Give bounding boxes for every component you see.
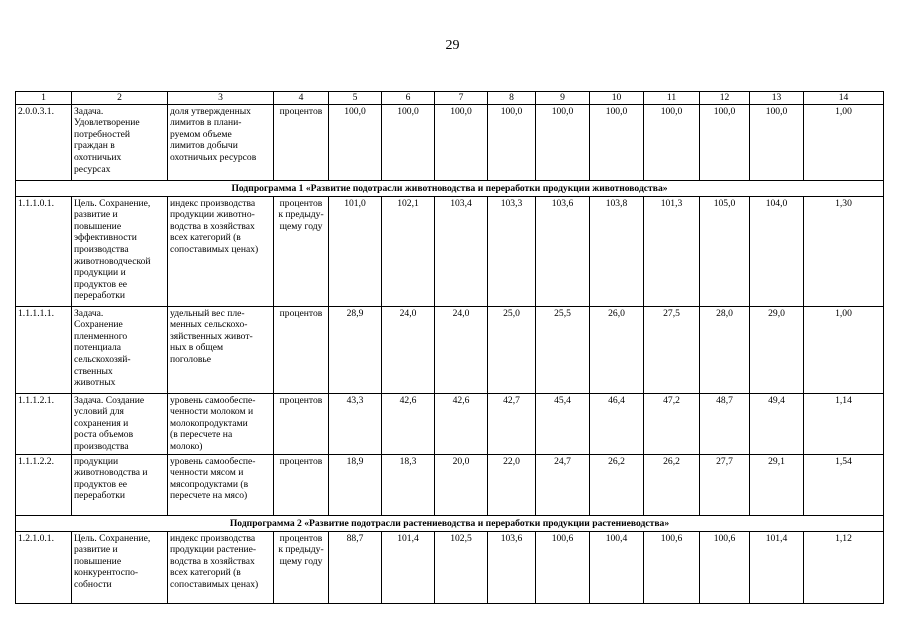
growth-rate-value: 1,30 — [804, 196, 884, 306]
subprogram-heading-row — [16, 515, 884, 531]
subprogram-title: Подпрограмма 2 «Развитие подотрасли растениеводства и переработки продукции растениеводства» — [16, 515, 884, 531]
year-value: 100,0 — [536, 104, 590, 180]
column-number: 4 — [274, 92, 329, 105]
year-value: 88,7 — [329, 531, 382, 603]
column-number-row — [16, 92, 884, 105]
goal-task-name: Задача. Создание условий для сохранения и роста объемов производства — [72, 393, 168, 454]
table-body — [16, 92, 884, 604]
table-row — [16, 196, 884, 306]
column-number: 5 — [329, 92, 382, 105]
column-number: 3 — [168, 92, 274, 105]
column-number: 9 — [536, 92, 590, 105]
unit-of-measure: процентов — [274, 454, 329, 515]
year-value: 103,3 — [488, 196, 536, 306]
year-value: 26,2 — [590, 454, 644, 515]
unit-of-measure: процентов к предыду- щему году — [274, 196, 329, 306]
table-row — [16, 393, 884, 454]
year-value: 49,4 — [750, 393, 804, 454]
year-value: 24,0 — [435, 306, 488, 393]
goal-task-name: Цель. Сохранение, развитие и повышение конкурентоспо- собности — [72, 531, 168, 603]
indicator-code: 1.1.1.2.2. — [16, 454, 72, 515]
year-value: 100,0 — [329, 104, 382, 180]
unit-of-measure: процентов — [274, 393, 329, 454]
year-value: 18,9 — [329, 454, 382, 515]
column-number: 14 — [804, 92, 884, 105]
year-value: 24,0 — [382, 306, 435, 393]
year-value: 101,0 — [329, 196, 382, 306]
column-number: 7 — [435, 92, 488, 105]
indicators-table — [15, 91, 884, 604]
goal-task-name: Задача. Сохранение пленменного потенциала сельскохозяй- ственных животных — [72, 306, 168, 393]
year-value: 100,0 — [590, 104, 644, 180]
year-value: 29,0 — [750, 306, 804, 393]
year-value: 26,0 — [590, 306, 644, 393]
year-value: 105,0 — [700, 196, 750, 306]
table-row — [16, 454, 884, 515]
year-value: 27,7 — [700, 454, 750, 515]
year-value: 100,0 — [382, 104, 435, 180]
column-number: 6 — [382, 92, 435, 105]
column-number: 13 — [750, 92, 804, 105]
year-value: 102,5 — [435, 531, 488, 603]
year-value: 42,7 — [488, 393, 536, 454]
year-value: 103,8 — [590, 196, 644, 306]
table-row — [16, 104, 884, 180]
year-value: 48,7 — [700, 393, 750, 454]
year-value: 103,6 — [488, 531, 536, 603]
year-value: 100,0 — [700, 104, 750, 180]
year-value: 22,0 — [488, 454, 536, 515]
indicator-name: доля утвержденных лимитов в плани- руемом объеме лимитов добычи охотничьих ресурсов — [168, 104, 274, 180]
year-value: 42,6 — [435, 393, 488, 454]
goal-task-name: Цель. Сохранение, развитие и повышение эффективности производства животноводческой продукции и продуктов ее переработки — [72, 196, 168, 306]
year-value: 100,6 — [700, 531, 750, 603]
year-value: 26,2 — [644, 454, 700, 515]
year-value: 28,9 — [329, 306, 382, 393]
year-value: 101,4 — [382, 531, 435, 603]
year-value: 100,0 — [435, 104, 488, 180]
year-value: 29,1 — [750, 454, 804, 515]
growth-rate-value: 1,00 — [804, 306, 884, 393]
year-value: 25,5 — [536, 306, 590, 393]
year-value: 102,1 — [382, 196, 435, 306]
column-number: 11 — [644, 92, 700, 105]
growth-rate-value: 1,12 — [804, 531, 884, 603]
year-value: 103,4 — [435, 196, 488, 306]
year-value: 18,3 — [382, 454, 435, 515]
year-value: 100,0 — [750, 104, 804, 180]
indicator-name: удельный вес пле- менных сельскохо- зяйственных живот- ных в общем поголовье — [168, 306, 274, 393]
growth-rate-value: 1,54 — [804, 454, 884, 515]
unit-of-measure: процентов — [274, 306, 329, 393]
year-value: 103,6 — [536, 196, 590, 306]
goal-task-name: продукции животноводства и продуктов ее переработки — [72, 454, 168, 515]
indicator-code: 1.2.1.0.1. — [16, 531, 72, 603]
column-number: 8 — [488, 92, 536, 105]
goal-task-name: Задача. Удовлетворение потребностей граждан в охотничьих ресурсах — [72, 104, 168, 180]
indicator-name: индекс производства продукции растение- водства в хозяйствах всех категорий (в сопоставимых ценах) — [168, 531, 274, 603]
indicator-name: индекс производства продукции животно- водства в хозяйствах всех категорий (в сопоставимых ценах) — [168, 196, 274, 306]
indicator-code: 2.0.0.3.1. — [16, 104, 72, 180]
page-number: 29 — [445, 38, 460, 53]
growth-rate-value: 1,00 — [804, 104, 884, 180]
year-value: 20,0 — [435, 454, 488, 515]
indicator-code: 1.1.1.1.1. — [16, 306, 72, 393]
indicator-code: 1.1.1.0.1. — [16, 196, 72, 306]
table-row — [16, 306, 884, 393]
table-row — [16, 531, 884, 603]
year-value: 45,4 — [536, 393, 590, 454]
indicator-name: уровень самообеспе- ченности мясом и мясопродуктами (в пересчете на мясо) — [168, 454, 274, 515]
year-value: 46,4 — [590, 393, 644, 454]
year-value: 100,0 — [488, 104, 536, 180]
unit-of-measure: процентов к предыду- щему году — [274, 531, 329, 603]
year-value: 24,7 — [536, 454, 590, 515]
year-value: 104,0 — [750, 196, 804, 306]
growth-rate-value: 1,14 — [804, 393, 884, 454]
unit-of-measure: процентов — [274, 104, 329, 180]
year-value: 101,4 — [750, 531, 804, 603]
column-number: 10 — [590, 92, 644, 105]
year-value: 100,6 — [536, 531, 590, 603]
year-value: 27,5 — [644, 306, 700, 393]
column-number: 1 — [16, 92, 72, 105]
year-value: 43,3 — [329, 393, 382, 454]
year-value: 100,0 — [644, 104, 700, 180]
column-number: 2 — [72, 92, 168, 105]
column-number: 12 — [700, 92, 750, 105]
year-value: 100,6 — [644, 531, 700, 603]
year-value: 28,0 — [700, 306, 750, 393]
subprogram-heading-row — [16, 180, 884, 196]
subprogram-title: Подпрограмма 1 «Развитие подотрасли животноводства и переработки продукции животноводства» — [16, 180, 884, 196]
year-value: 101,3 — [644, 196, 700, 306]
year-value: 42,6 — [382, 393, 435, 454]
year-value: 47,2 — [644, 393, 700, 454]
indicator-code: 1.1.1.2.1. — [16, 393, 72, 454]
year-value: 25,0 — [488, 306, 536, 393]
year-value: 100,4 — [590, 531, 644, 603]
indicator-name: уровень самообеспе- ченности молоком и молокопродуктами (в пересчете на молоко) — [168, 393, 274, 454]
